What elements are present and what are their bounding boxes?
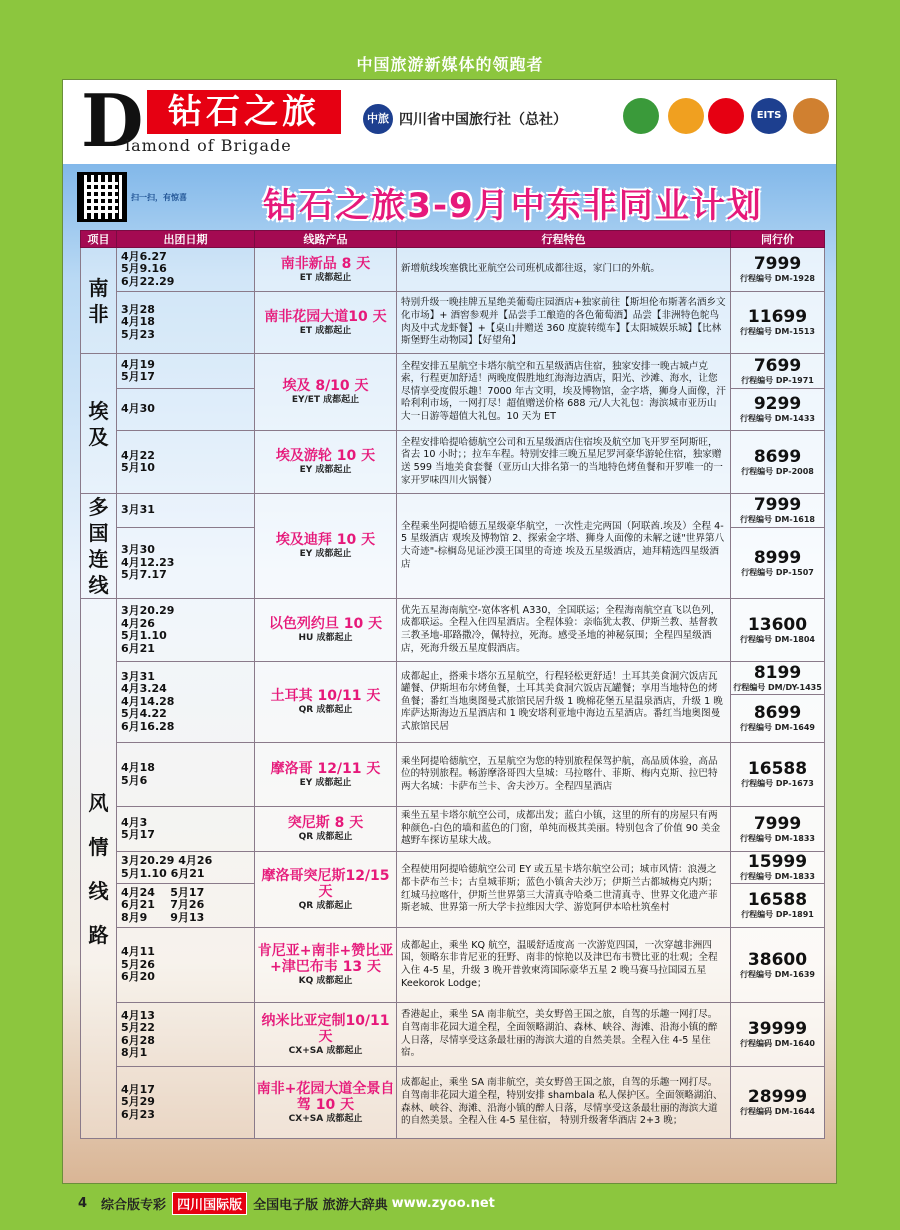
product-name: 埃及 8/10 天 [282,378,369,394]
table-row[interactable] [81,494,825,528]
table-row[interactable] [81,852,825,884]
price-cell [731,292,825,354]
section-label: 综合版专彩 [101,1197,167,1213]
dates-cell: 4月30 [117,389,255,431]
product-origin: ET 成都起止 [299,325,352,336]
product-cell[interactable] [255,1003,397,1067]
product-origin: KQ 成都起止 [298,976,353,986]
cits-emblem-icon: 中旅 [363,104,393,134]
partner-logo-icon [623,98,659,134]
price-code: 行程编号 DM-1513 [740,327,815,336]
price-cell [731,1003,825,1067]
price-code: 行程编号 DM-1833 [740,872,815,881]
dates-cell: 4月22 5月10 [117,431,255,494]
product-name: 南非花园大道10 天 [264,308,387,325]
table-row[interactable] [81,431,825,494]
price-cell [731,431,825,494]
price-value: 16588 [747,759,808,779]
category-cell [81,248,117,354]
price-code: 行程编号 DM-1649 [740,723,815,732]
scan-hint: 扫一扫，有惊喜 [131,193,187,202]
product-cell[interactable] [255,354,397,431]
category-cell [81,494,117,599]
page-number: 4 [78,1195,88,1211]
product-origin: EY 成都起止 [299,549,352,559]
price-cell [731,354,825,389]
table-row[interactable] [81,354,825,389]
price-cell [731,928,825,1003]
product-cell[interactable] [255,248,397,292]
dates-cell: 4月19 5月17 [117,354,255,389]
dates-cell: 4月17 5月29 6月23 [117,1067,255,1139]
product-cell[interactable] [255,431,397,494]
product-name: 埃及游轮 10 天 [275,448,376,464]
product-origin: QR 成都起止 [298,832,353,842]
price-value: 9299 [753,394,802,414]
feature-cell: 全程使用阿提哈德航空公司 EY 或五星卡塔尔航空公司；城市风情：浪漫之都卡萨布兰卡；古皇城菲斯；蓝色小镇舍夫沙万；伊斯兰古都城梅克内斯；红城马拉喀什，伊斯兰世界第三大清真寺哈桑二世清真寺、世界文化遗产菲斯老城、世界第一所大学卡拉维因大学、游览阿伊本哈杜筑垒村 [397,852,731,928]
price-cell [731,494,825,528]
feature-cell: 全程安排五星航空卡塔尔航空和五星级酒店住宿，独家安排一晚古城卢克索，行程更加舒适！两晚度假胜地红海海边酒店，阳光、沙滩、海水，让您尽情享受度假乐趣！7000 年古文明，埃及博物馆，金字塔，狮身人面像，汗哈利利市场，一网打尽！超值赠送价格 688 元/人大礼包：海滨城市亚历山大一日游等超值大礼包。10 天为 ET [397,354,731,431]
feature-cell: 成都起止，搭乘卡塔尔五星航空，行程轻松更舒适！土耳其美食洞穴饭店瓦罐餐、伊斯坦布尔烤鱼餐，土耳其美食洞穴饭店瓦罐餐；享用当地特色的烤鱼餐；番红当地奥图曼式旅馆民居升级 1 晚棉花堡五星温泉酒店，升级 1 晚库萨达斯海边五星酒店和 1 晚安塔利亚地中海边五星酒店。番红当地奥图曼式旅馆民居 [397,662,731,743]
cits-logo [363,102,567,136]
feature-cell: 新增航线埃塞俄比亚航空公司班机成都往返，家门口的外航。 [397,248,731,292]
dates-cell: 4月11 5月26 6月20 [117,928,255,1003]
logo-english: iamond of Brigade [125,136,292,155]
product-origin: HU 成都起止 [298,633,353,643]
dates-cell: 3月31 4月3.24 4月14.28 5月4.22 6月16.28 [117,662,255,743]
category-cell [81,354,117,494]
header-dates: 出团日期 [117,231,255,248]
product-name: 摩洛哥 12/11 天 [270,760,381,777]
table-row[interactable] [81,1067,825,1139]
price-code: 行程编号 DP-2008 [741,466,814,476]
price-cell [731,1067,825,1139]
site-url[interactable]: www.zyoo.net [391,1195,495,1211]
price-value: 8699 [753,446,802,467]
price-cell [731,695,825,743]
table-row[interactable] [81,662,825,695]
price-cell [731,662,825,695]
product-name: 纳米比亚定制10/11 天 [261,1012,390,1045]
dates-cell: 4月3 5月17 [117,807,255,852]
price-cell [731,743,825,807]
price-value: 7699 [753,355,802,376]
product-name: 南非新品 8 天 [280,255,371,272]
dates-cell: 3月30 4月12.23 5月7.17 [117,528,255,599]
brand-logo [81,79,343,163]
feature-cell: 乘坐阿提哈德航空，五星航空为您的特别旅程保驾护航，高品质体验，高品位的特别旅程。畅游摩洛哥四大皇城：马拉喀什、菲斯、梅内克斯、拉巴特 两大名城：卡萨布兰卡、舍夫沙万。全程四星酒店 [397,743,731,807]
product-cell[interactable] [255,292,397,354]
slogan: 中国旅游新媒体的领跑者 [356,55,544,74]
product-cell[interactable] [255,1067,397,1139]
page-frame [62,79,837,1184]
price-cell [731,389,825,431]
price-cell [731,807,825,852]
price-value: 13600 [747,614,808,635]
dates-cell: 4月6.27 5月9.16 6月22.29 [117,248,255,292]
price-value: 8199 [753,662,802,683]
dates-cell: 4月24 5月17 6月21 7月26 8月9 9月13 [117,884,255,928]
price-code: 行程编号 DM-1804 [740,634,815,644]
product-origin: QR 成都起止 [298,705,353,715]
price-code: 行程编号 DM-1833 [740,833,815,843]
feature-cell: 全程乘坐阿提哈德五星级豪华航空，一次性走完两国（阿联酋.埃及）全程 4-5 星级酒店 观埃及博物馆 2、探索金字塔、狮身人面像的未解之谜"世界第八大奇迹"-棕榈岛见证沙漠王国里的奇迹 埃及五星级酒店，迪拜精选四星级酒店 [397,494,731,599]
price-code: 行程编号 DP-1673 [741,779,814,788]
price-cell [731,884,825,928]
product-name: 突尼斯 8 天 [287,815,364,831]
product-origin: EY 成都起止 [299,777,352,788]
price-value: 7999 [753,813,802,834]
price-cell [731,248,825,292]
product-origin: QR 成都起止 [298,900,353,911]
header-product: 线路产品 [255,231,397,248]
header-price: 同行价 [731,231,825,248]
dates-cell: 3月31 [117,494,255,528]
edition-badge: 四川国际版 [172,1192,247,1215]
feature-cell: 特别升级一晚挂牌五星绝美葡萄庄园酒店+独家前往【斯坦伦布斯著名酒乡文化市场】+ 酒窖参观并【品尝手工酿造的各色葡萄酒】品尝【非洲特色鸵鸟肉及中式龙虾餐】+【桌山井赠送 360 度旋转缆车】【太阳城娱乐城】【比林斯堡野生动物园】【好望角】 [397,292,731,354]
product-cell[interactable] [255,494,397,599]
logo-chinese: 钻石之旅 [147,90,341,134]
header-features: 行程特色 [397,231,731,248]
price-code: 行程编号 DM-1639 [740,969,815,979]
product-name: 摩洛哥突尼斯12/15 天 [261,867,390,900]
table-row[interactable] [81,743,825,807]
product-cell[interactable] [255,662,397,743]
dates-cell: 3月20.29 4月26 5月1.10 6月21 [117,599,255,662]
price-cell [731,599,825,662]
character-logo-icon [793,98,829,134]
qr-code[interactable] [77,172,127,222]
price-code: 行程编号 DM-1618 [740,515,815,525]
product-name: 以色列约旦 10 天 [268,616,383,632]
product-cell[interactable] [255,599,397,662]
feature-cell: 香港起止，乘坐 SA 南非航空，美女野兽王国之旅，自驾的乐趣一网打尽。自驾南非花园大道全程，全面领略湖泊、森林、峡谷、海滩、沿海小镇的醉人日落，尽情享受这条最壮丽的海滨大道的自然美景。全程入住 4-5 星住宿。 [397,1003,731,1067]
table-row[interactable] [81,928,825,1003]
product-origin: CX+SA 成都起止 [288,1113,363,1124]
dates-cell: 3月28 4月18 5月23 [117,292,255,354]
price-cell [731,852,825,884]
category-cell [81,599,117,1139]
site-text: 全国电子版 旅游大辞典 [253,1197,388,1213]
product-origin: ET 成都起止 [299,272,352,283]
price-value: 15999 [747,852,808,872]
cits-name: 四川省中国旅行社（总社） [399,112,567,128]
product-name: 南非+花园大道全景自驾 10 天 [256,1080,395,1113]
category-label: 风情线路 [88,790,109,947]
product-cell[interactable] [255,743,397,807]
price-code: 行程编号 DP-1971 [741,375,814,385]
price-value: 8699 [753,703,802,723]
price-code: 行程编号 DM-1928 [740,274,815,283]
table-row[interactable] [81,599,825,662]
table-row[interactable] [81,248,825,292]
category-label: 多国连线 [88,495,109,597]
price-code: 行程编码 DM-1644 [740,1107,815,1116]
price-value: 38600 [747,949,808,970]
table-row[interactable] [81,292,825,354]
table-row[interactable] [81,807,825,852]
price-code: 行程编号 DM/DY-1435 [733,682,822,692]
feature-cell: 优先五星海南航空-宽体客机 A330，全国联运；全程海南航空直飞以色列，成都联运。全程入住四星酒店。全程体验：亲临犹太教、伊斯兰教、基督教三教圣地-耶路撒冷，佩特拉，死海。感受圣地的神秘氛围；全程四星级酒店，死海升级五星度假酒店。 [397,599,731,662]
product-name: 埃及迪拜 10 天 [275,532,376,548]
price-value: 7999 [753,495,802,516]
dates-cell: 4月18 5月6 [117,743,255,807]
price-code: 行程编号 DM-1433 [740,414,815,423]
price-value: 28999 [747,1087,808,1107]
itinerary-table [80,230,825,1139]
product-cell[interactable] [255,928,397,1003]
feature-cell: 全程安排哈提哈德航空公司和五星级酒店住宿埃及航空加飞开罗至阿斯旺，省去 10 小时；；拉车车程。特别安排三晚五星尼罗河豪华游轮住宿，独家赠送 599 当地美食套餐（亚历山大排名第一的当地特色烤鱼餐和开罗唯一的一家开罗味四川火锅餐） [397,431,731,494]
footer [78,1190,495,1216]
product-name: 土耳其 10/11 天 [270,688,381,704]
product-origin: CX+SA 成都起止 [288,1045,363,1056]
price-value: 39999 [747,1019,808,1039]
price-value: 7999 [753,254,802,274]
dates-cell: 3月20.29 4月26 5月1.10 6月21 [117,852,255,884]
feature-cell: 乘坐五星卡塔尔航空公司，成都出发；蓝白小镇，这里的所有的房屋只有两种颜色-白色的墙和蓝色的门窗，单纯而极其美丽。特别包含了价值 90 美金越野车探访星球大战。 [397,807,731,852]
eits-logo-icon: EITS [751,98,787,134]
header-category: 项目 [81,231,117,248]
price-code: 行程编号 DP-1507 [741,567,814,577]
product-cell[interactable] [255,852,397,928]
banner [63,80,837,164]
table-header [81,231,825,248]
price-code: 行程编号 DP-1891 [741,910,814,919]
price-cell [731,528,825,599]
swirl-logo-icon [708,98,744,134]
price-value: 8999 [753,547,802,568]
feature-cell: 成都起止，乘坐 SA 南非航空，美女野兽王国之旅，自驾的乐趣一网打尽。自驾南非花园大道全程，特别安排 shambala 私人保护区。全面领略湖泊、森林、峡谷、海滩、沿海小镇的醉人日落，尽情享受这条最壮丽的海滨大道的自然美景。全程入住 4-5 星住宿， 特别升级奢华酒店 2+3 晚； [397,1067,731,1139]
product-origin: EY/ET 成都起止 [291,395,360,405]
category-label: 埃及 [88,398,109,449]
product-cell[interactable] [255,807,397,852]
table-row[interactable] [81,1003,825,1067]
dates-cell: 4月13 5月22 6月28 8月1 [117,1003,255,1067]
price-value: 11699 [747,307,808,327]
logo-letter: D [81,79,144,163]
product-origin: EY 成都起止 [299,465,352,475]
category-label: 南非 [88,275,109,326]
product-name: 肯尼亚+南非+赞比亚+津巴布韦 13 天 [257,943,394,975]
mascot-logo-icon [668,98,704,134]
feature-cell: 成都起止，乘坐 KQ 航空，温暖舒适度高 一次游览四国，一次穿越非洲四国，领略东非肯尼亚的狂野、南非的惊艳以及津巴布韦赞比亚的壮观；全程入住 4-5 星，升级 3 晚开普敦柬湾国际豪华五星 2 晚马赛马拉国园五星 Keekorok Lodge； [397,928,731,1003]
price-code: 行程编码 DM-1640 [740,1039,815,1048]
page-title: 钻石之旅3-9月中东非同业计划 [263,186,763,226]
price-value: 16588 [747,890,808,910]
